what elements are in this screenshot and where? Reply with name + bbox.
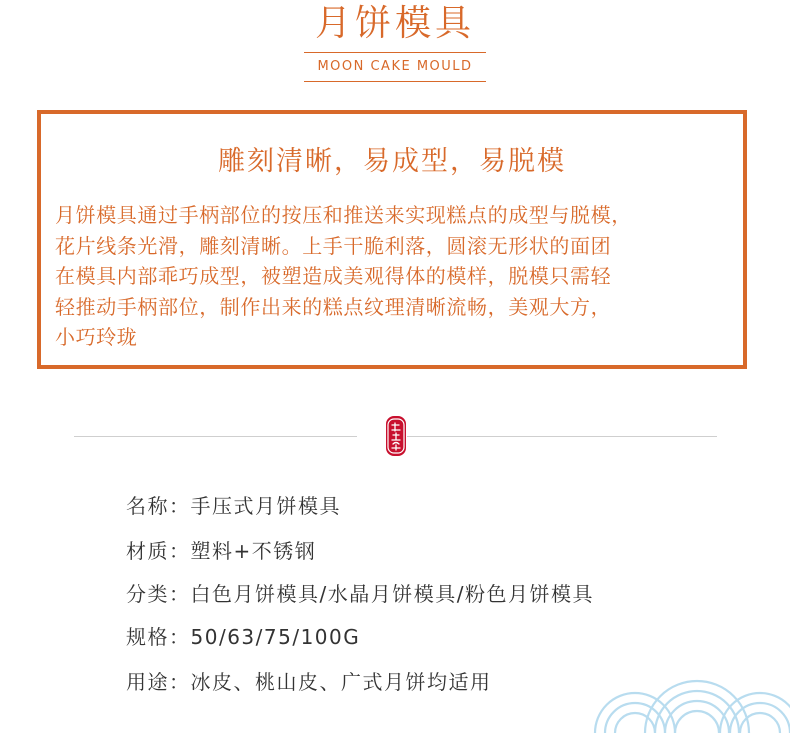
title-rule-top (304, 52, 486, 53)
page-subtitle: MOON CAKE MOULD (317, 59, 473, 74)
feature-description (55, 200, 739, 353)
spec-label: 名称： (126, 494, 191, 518)
red-seal-stamp-icon (386, 416, 406, 456)
feature-line: 月饼模具通过手柄部位的按压和推送来实现糕点的成型与脱模， (55, 203, 632, 227)
wave-pattern-icon (585, 660, 790, 733)
spec-row-size (126, 623, 360, 651)
feature-line: 小巧玲珑 (55, 325, 138, 349)
feature-line: 在模具内部乖巧成型，被塑造成美观得体的模样，脱模只需轻 (55, 264, 612, 288)
spec-label: 材质： (126, 539, 191, 563)
spec-value: 冰皮、桃山皮、广式月饼均适用 (190, 670, 492, 694)
spec-row-material (126, 537, 316, 565)
spec-row-usage (126, 668, 492, 696)
feature-box (37, 110, 747, 369)
feature-heading: 雕刻清晰，易成型，易脱模 (218, 146, 566, 177)
spec-value: 白色月饼模具/水晶月饼模具/粉色月饼模具 (190, 582, 594, 606)
divider-right (407, 436, 717, 437)
spec-label: 用途： (126, 670, 191, 694)
page-title: 月饼模具 (314, 3, 475, 44)
spec-label: 分类： (126, 582, 191, 606)
spec-value: 50/63/75/100G (190, 625, 361, 649)
spec-label: 规格： (126, 625, 191, 649)
spec-row-name (126, 492, 341, 520)
feature-line: 花片线条光滑，雕刻清晰。上手干脆利落，圆滚无形状的面团 (55, 233, 612, 258)
title-rule-bottom (304, 81, 486, 82)
spec-value: 手压式月饼模具 (190, 494, 341, 518)
divider-left (74, 436, 357, 437)
spec-row-category (126, 580, 594, 608)
feature-line: 轻推动手柄部位，制作出来的糕点纹理清晰流畅，美观大方， (55, 294, 612, 319)
spec-value: 塑料+不锈钢 (190, 539, 317, 563)
